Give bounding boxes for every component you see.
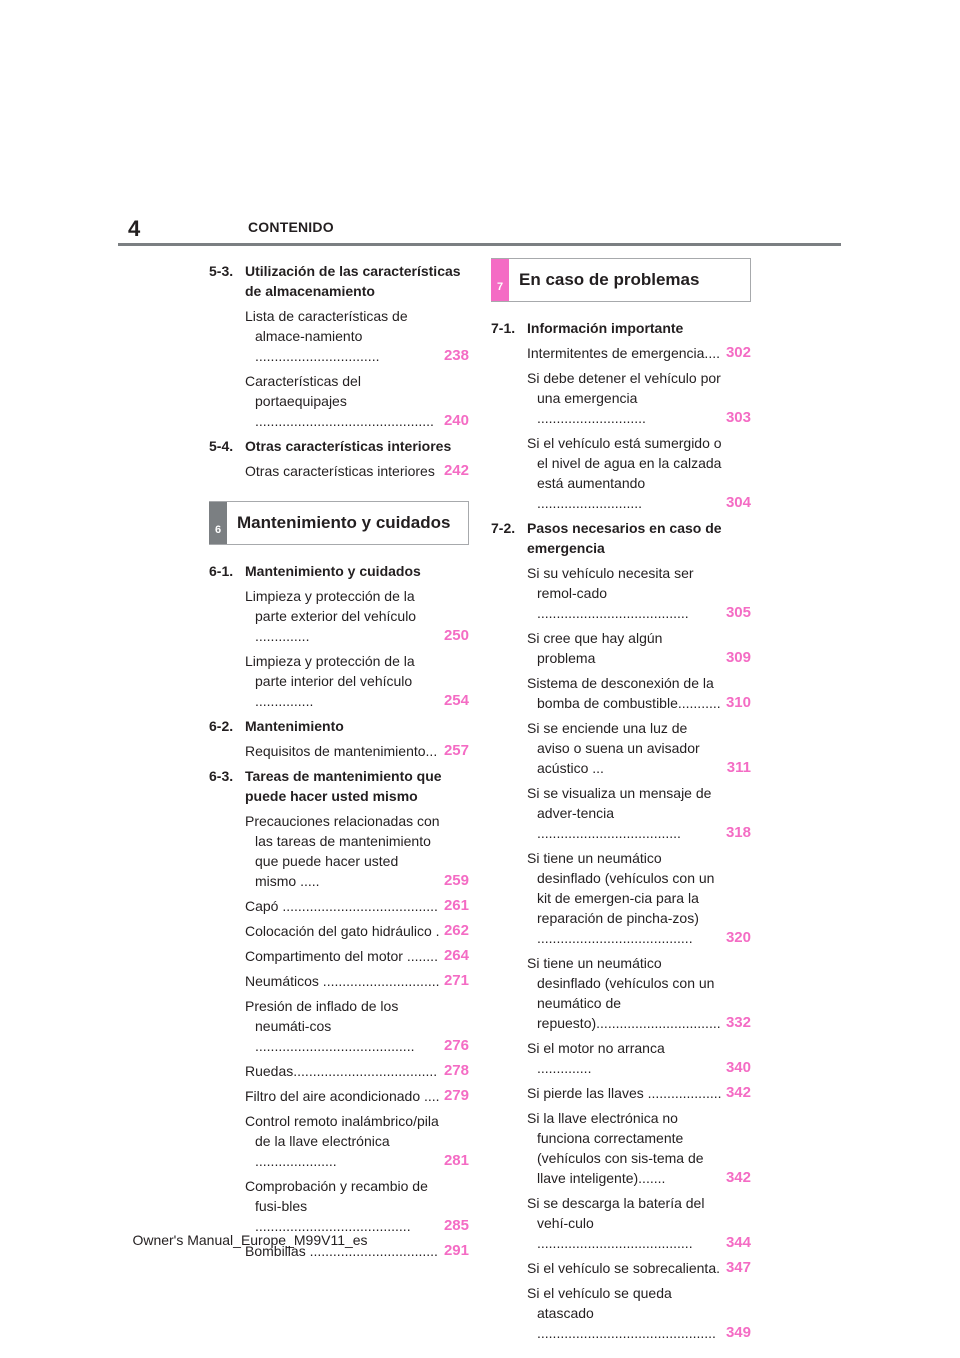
toc-entry-page-link[interactable]: 340	[725, 1059, 751, 1076]
toc-entry-page-link[interactable]: 318	[725, 824, 751, 841]
toc-entry-page-link[interactable]: 305	[725, 604, 751, 621]
toc-entry-text: Limpieza y protección de la parte interior del vehículo ...............	[245, 653, 415, 709]
toc-entry-page-link[interactable]: 304	[725, 494, 751, 511]
toc-entry-page-link[interactable]: 342	[725, 1084, 751, 1101]
toc-entry-page-link[interactable]: 257	[443, 742, 469, 759]
toc-entry[interactable]	[527, 953, 751, 1033]
toc-entry-text: Si tiene un neumático desinflado (vehículos con un neumático de repuesto)................................	[527, 955, 721, 1031]
toc-entry-text: Si el vehículo se queda atascado ..............................................	[527, 1285, 716, 1341]
toc-entry[interactable]	[245, 741, 469, 761]
toc-entry[interactable]	[245, 371, 469, 431]
section-heading[interactable]	[209, 561, 469, 581]
toc-entry-text: Si el vehículo se sobrecalienta.	[527, 1260, 720, 1276]
toc-entry-text: Si debe detener el vehículo por una emergencia ............................	[527, 370, 721, 426]
section-heading[interactable]	[209, 716, 469, 736]
header-title: CONTENIDO	[248, 219, 334, 235]
section-heading[interactable]	[491, 318, 751, 338]
toc-entry[interactable]	[527, 1038, 751, 1078]
section-title: Otras características interiores	[245, 438, 452, 454]
toc-entry-text: Si se descarga la batería del vehí-culo ........................................	[527, 1195, 705, 1251]
toc-entry-text: Ruedas.....................................	[245, 1063, 438, 1079]
toc-entry[interactable]	[527, 783, 751, 843]
toc-entry-page-link[interactable]: 240	[443, 412, 469, 429]
section-title: Pasos necesarios en caso de emergencia	[527, 520, 722, 556]
toc-entry-page-link[interactable]: 276	[443, 1037, 469, 1054]
toc-entry[interactable]	[527, 628, 751, 668]
toc-entry[interactable]	[245, 1111, 469, 1171]
toc-entry[interactable]	[245, 461, 469, 481]
toc-entry-page-link[interactable]: 303	[725, 409, 751, 426]
section-heading[interactable]	[491, 518, 751, 558]
toc-entry-page-link[interactable]: 271	[443, 972, 469, 989]
toc-entry-text: Neumáticos ..............................	[245, 973, 440, 989]
toc-entry[interactable]	[245, 1061, 469, 1081]
toc-entry-page-link[interactable]: 332	[725, 1014, 751, 1031]
toc-entry-text: Compartimento del motor ........	[245, 948, 438, 964]
section-number: 6-1.	[209, 563, 234, 579]
section-title: Mantenimiento y cuidados	[245, 563, 421, 579]
toc-entry-text: Lista de características de almace-namiento ................................	[245, 308, 408, 364]
toc-entry-page-link[interactable]: 320	[725, 929, 751, 946]
toc-entry-page-link[interactable]: 281	[443, 1152, 469, 1169]
toc-entry[interactable]	[245, 1176, 469, 1236]
section-number: 6-3.	[209, 768, 234, 784]
toc-entry-text: Otras características interiores	[245, 463, 435, 479]
toc-groups	[209, 561, 469, 1261]
toc-entry[interactable]	[245, 996, 469, 1056]
toc-entry-page-link[interactable]: 279	[443, 1087, 469, 1104]
section-title: Tareas de mantenimiento que puede hacer usted mismo	[245, 768, 442, 804]
toc-entry-page-link[interactable]: 311	[726, 759, 751, 776]
toc-entry-text: Si pierde las llaves ...................	[527, 1085, 722, 1101]
toc-entry-text: Características del portaequipajes ..............................................	[245, 373, 434, 429]
toc-entry[interactable]	[527, 718, 751, 778]
toc-entry-text: Si la llave electrónica no funciona correctamente (vehículos con sis-tema de llave inteligente).......	[527, 1110, 704, 1186]
toc-entry-text: Bombillas .................................	[245, 1243, 438, 1259]
toc-entry-text: Si se visualiza un mensaje de adver-tencia .....................................	[527, 785, 712, 841]
toc-entry[interactable]	[245, 921, 469, 941]
toc-entry-text: Si el motor no arranca ..............	[527, 1040, 665, 1076]
toc-entry-page-link[interactable]: 238	[443, 347, 469, 364]
toc-entry[interactable]	[527, 1283, 751, 1343]
toc-entry-page-link[interactable]: 309	[725, 649, 751, 666]
chapter-banner-7[interactable]	[491, 258, 751, 302]
toc-entry[interactable]	[527, 1108, 751, 1188]
toc-entry-text: Comprobación y recambio de fusi-bles ........................................	[245, 1178, 428, 1234]
toc-entry[interactable]	[245, 811, 469, 891]
toc-entry-page-link[interactable]: 264	[443, 947, 469, 964]
toc-entry-text: Si se enciende una luz de aviso o suena un avisador acústico ...	[527, 720, 700, 776]
toc-entry-page-link[interactable]: 342	[725, 1169, 751, 1186]
toc-entry-text: Sistema de desconexión de la bomba de combustible...........	[527, 675, 721, 711]
chapter-number-tab: 6	[209, 502, 227, 544]
toc-entry[interactable]	[527, 1193, 751, 1253]
toc-entry-text: Si su vehículo necesita ser remol-cado .......................................	[527, 565, 694, 621]
toc-entry-text: Si el vehículo está sumergido o el nivel de agua en la calzada está aumentando ...........................	[527, 435, 722, 511]
toc-entry[interactable]	[245, 896, 469, 916]
toc-entry-text: Precauciones relacionadas con las tareas de mantenimiento que puede hacer usted mismo .....	[245, 813, 440, 889]
toc-entry-page-link[interactable]: 344	[725, 1234, 751, 1251]
toc-entry-page-link[interactable]: 254	[443, 692, 469, 709]
section-number: 6-2.	[209, 718, 234, 734]
section-number: 7-1.	[491, 320, 516, 336]
chapter-title: En caso de problemas	[519, 270, 700, 289]
toc-column-left	[209, 256, 469, 1261]
toc-entry-text: Filtro del aire acondicionado ....	[245, 1088, 440, 1104]
chapter-number-tab: 7	[491, 259, 509, 301]
toc-entry-text: Presión de inflado de los neumáti-cos .........................................	[245, 998, 415, 1054]
chapter-banner-6[interactable]	[209, 501, 469, 545]
toc-entry-text: Si cree que hay algún problema	[527, 630, 663, 666]
toc-entry-page-link[interactable]: 242	[443, 462, 469, 479]
section-number: 7-2.	[491, 520, 516, 536]
toc-entry[interactable]	[245, 971, 469, 991]
section-title: Información importante	[527, 320, 684, 336]
section-title: Mantenimiento	[245, 718, 344, 734]
toc-entry-text: Intermitentes de emergencia....	[527, 345, 720, 361]
toc-entry[interactable]	[527, 368, 751, 428]
footer-text: Owner's Manual_Europe_M99V11_es	[132, 1232, 368, 1248]
toc-entry[interactable]	[245, 586, 469, 646]
section-heading[interactable]	[209, 766, 469, 806]
toc-entry-text: Requisitos de mantenimiento...	[245, 743, 438, 759]
toc-entry-page-link[interactable]: 347	[725, 1259, 751, 1276]
toc-entry[interactable]	[527, 673, 751, 713]
toc-entry-page-link[interactable]: 250	[443, 627, 469, 644]
toc-entry-page-link[interactable]: 285	[443, 1217, 469, 1234]
toc-entry-text: Si tiene un neumático desinflado (vehículos con un kit de emergen-cia para la reparación de pincha-zos) ........................................	[527, 850, 715, 946]
toc-column-right	[491, 258, 751, 1343]
header-rule	[118, 243, 841, 246]
chapter-title: Mantenimiento y cuidados	[237, 513, 451, 532]
toc-entry-page-link[interactable]: 278	[443, 1062, 469, 1079]
toc-entry-page-link[interactable]: 259	[443, 872, 469, 889]
toc-groups	[209, 261, 469, 481]
toc-entry-text: Capó ........................................	[245, 898, 438, 914]
toc-entry-page-link[interactable]: 302	[725, 344, 751, 361]
section-title: Utilización de las características de almacenamiento	[245, 263, 461, 299]
toc-entry[interactable]	[245, 1086, 469, 1106]
section-heading[interactable]	[209, 436, 469, 456]
toc-entry[interactable]	[527, 343, 751, 363]
toc-entry-text: Limpieza y protección de la parte exterior del vehículo ..............	[245, 588, 417, 644]
toc-entry-page-link[interactable]: 310	[725, 694, 751, 711]
toc-entry-text: Control remoto inalámbrico/pila de la llave electrónica .....................	[245, 1113, 439, 1169]
toc-groups	[491, 318, 751, 1343]
toc-entry-page-link[interactable]: 262	[443, 922, 469, 939]
toc-entry[interactable]	[527, 563, 751, 623]
toc-entry[interactable]	[245, 651, 469, 711]
toc-entry[interactable]	[527, 433, 751, 513]
toc-entry[interactable]	[527, 848, 751, 948]
toc-entry[interactable]	[527, 1083, 751, 1103]
toc-entry[interactable]	[245, 946, 469, 966]
section-number: 5-4.	[209, 438, 234, 454]
section-heading[interactable]	[209, 261, 469, 301]
toc-entry[interactable]	[245, 306, 469, 366]
toc-entry-page-link[interactable]: 261	[443, 897, 469, 914]
toc-entry-page-link[interactable]: 349	[725, 1324, 751, 1341]
section-number: 5-3.	[209, 263, 234, 279]
toc-entry[interactable]	[527, 1258, 751, 1278]
page-number: 4	[128, 216, 141, 241]
toc-entry-text: Colocación del gato hidráulico .	[245, 923, 440, 939]
toc-entry-page-link[interactable]: 291	[443, 1242, 469, 1259]
